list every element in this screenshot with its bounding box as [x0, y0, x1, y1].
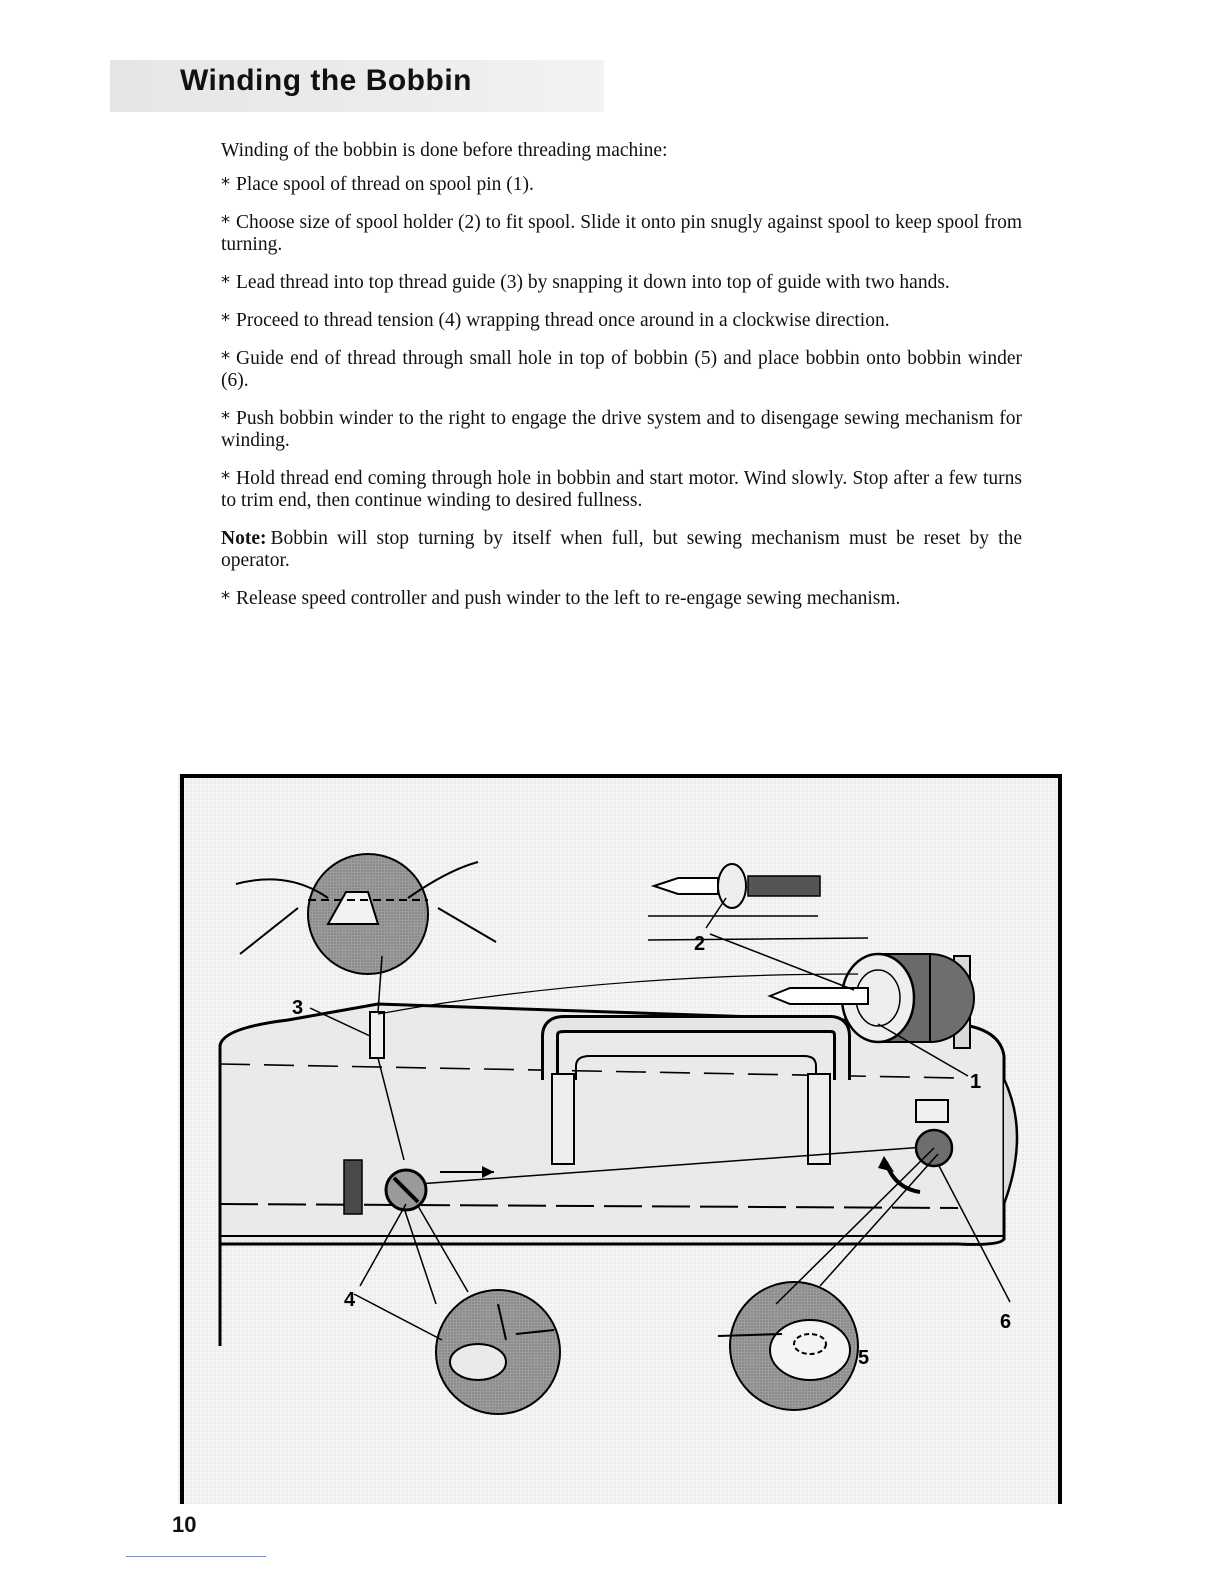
callout-2: 2: [694, 933, 706, 955]
bullet-icon: *: [221, 272, 230, 293]
step-5: [221, 348, 1022, 392]
bullet-icon: *: [221, 588, 230, 609]
handle-post-right: [808, 1074, 830, 1164]
bobbin-winding-illustration: [178, 774, 1062, 1504]
bobbin-detail: [770, 1320, 850, 1380]
handle-post-left: [552, 1074, 574, 1164]
step-text: Proceed to thread tension (4) wrapping thread once around in a clockwise direction.: [236, 310, 890, 331]
step-2: [221, 212, 1022, 256]
bullet-icon: *: [221, 348, 230, 369]
step-text: Lead thread into top thread guide (3) by snapping it down into top of guide with two hands.: [236, 272, 950, 293]
footer-rule: [126, 1556, 266, 1557]
step-3: [221, 272, 1022, 294]
note-text: Bobbin will stop turning by itself when full, but sewing mechanism must be reset by the operator.: [221, 528, 1022, 571]
top-thread-guide: [370, 1012, 384, 1058]
spool-holder-detail-thread: [748, 876, 820, 896]
page-title: Winding the Bobbin: [180, 64, 472, 97]
page-number: 10: [172, 1512, 197, 1537]
spool-holder-detail-cap: [718, 864, 746, 908]
bullet-icon: *: [221, 212, 230, 233]
callout-3: 3: [292, 997, 304, 1019]
note-label: Note:: [221, 528, 267, 549]
step-1: [221, 174, 1022, 196]
step-text: Guide end of thread through small hole in top of bobbin (5) and place bobbin onto bobbin winder (6).: [221, 348, 1022, 391]
machine-diagram: [178, 774, 1062, 1504]
step-7: [221, 468, 1022, 512]
step-text: Choose size of spool holder (2) to fit spool. Slide it onto pin snugly against spool to keep spool from turning.: [221, 212, 1022, 255]
instructions: [221, 140, 1022, 626]
bullet-icon: *: [221, 174, 230, 195]
callout-6: 6: [1000, 1311, 1012, 1333]
tension-bracket: [344, 1160, 362, 1214]
step-text: Release speed controller and push winder to the left to re-engage sewing mechanism.: [236, 588, 901, 609]
bullet-icon: *: [221, 468, 230, 489]
step-text: Push bobbin winder to the right to engage the drive system and to disengage sewing mechanism for winding.: [221, 408, 1022, 451]
step-text: Hold thread end coming through hole in bobbin and start motor. Wind slowly. Stop after a few turns to trim end, then continue winding to desired fullness.: [221, 468, 1022, 511]
bullet-icon: *: [221, 408, 230, 429]
winder-latch: [916, 1100, 948, 1122]
intro-text: Winding of the bobbin is done before threading machine:: [221, 140, 668, 161]
callout-1: 1: [970, 1071, 982, 1093]
tension-detail-disc: [450, 1344, 506, 1380]
step-8: [221, 588, 1022, 610]
step-text: Place spool of thread on spool pin (1).: [236, 174, 534, 195]
step-6: [221, 408, 1022, 452]
callout-5: 5: [858, 1347, 870, 1369]
note: [221, 528, 1022, 572]
callout-4: 4: [344, 1289, 356, 1311]
step-4: [221, 310, 1022, 332]
bullet-icon: *: [221, 310, 230, 331]
